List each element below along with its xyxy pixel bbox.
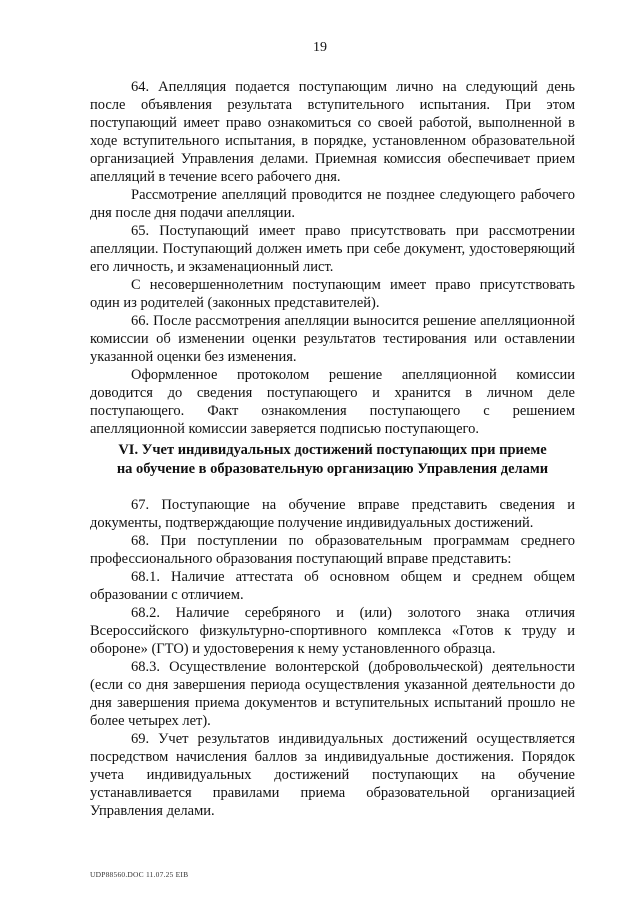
paragraph-68-3: 68.3. Осуществление волонтерской (добровольческой) деятельности (если со дня завершения периода осуществления указанной деятельности до дня завершения приема документов и вступительных испытаний прошло не более четырех лет).: [90, 659, 575, 729]
paragraph-68: 68. При поступлении по образовательным программам среднего профессионального образования поступающий вправе представить:: [90, 533, 575, 567]
paragraph-decision-protocol: Оформленное протоколом решение апелляционной комиссии доводится до сведения поступающего и хранится в личном деле поступающего. Факт ознакомления поступающего с решением апелляционной комиссии заверяется подписью поступающего.: [90, 367, 575, 437]
paragraph-minor-applicant: С несовершеннолетним поступающим имеет право присутствовать один из родителей (законных представителей).: [90, 277, 575, 311]
paragraph-66: 66. После рассмотрения апелляции выносится решение апелляционной комиссии об изменении оценки результатов тестирования или оставлении указанной оценки без изменения.: [90, 313, 575, 365]
paragraph-68-1: 68.1. Наличие аттестата об основном общем и среднем общем образовании с отличием.: [90, 569, 575, 603]
section-heading: [90, 441, 575, 479]
paragraph-65: 65. Поступающий имеет право присутствовать при рассмотрении апелляции. Поступающий должен иметь при себе документ, удостоверяющий его личность, и экзаменационный лист.: [90, 223, 575, 275]
paragraph-68-2: 68.2. Наличие серебряного и (или) золотого знака отличия Всероссийского физкультурно-спортивного комплекса «Готов к труду и обороне» (ГТО) и удостоверения к нему установленного образца.: [90, 605, 575, 657]
section-heading-line-1: VI. Учет индивидуальных достижений поступающих при приеме: [118, 442, 547, 458]
section-heading-line-2: на обучение в образовательную организацию Управления делами: [116, 461, 549, 477]
document-footer-code: UDP88560.DOC 11.07.25 EIB: [90, 870, 189, 879]
page-number: 19: [313, 40, 327, 55]
paragraph-64: 64. Апелляция подается поступающим лично на следующий день после объявления результата вступительного испытания. При этом поступающий имеет право ознакомиться со своей работой, выполненной в ходе вступительного испытания, в порядке, установленном образовательной организацией Управления делами. Приемная комиссия обеспечивает прием апелляций в течение всего рабочего дня.: [90, 79, 575, 185]
paragraph-69: 69. Учет результатов индивидуальных достижений осуществляется посредством начисления баллов за индивидуальные достижения. Порядок учета индивидуальных достижений поступающих на обучение устанавливается правилами приема образовательной организацией Управления делами.: [90, 731, 575, 819]
paragraph-67: 67. Поступающие на обучение вправе представить сведения и документы, подтверждающие получение индивидуальных достижений.: [90, 497, 575, 531]
appeal-section-text: [90, 78, 575, 438]
achievements-section-text: [90, 496, 575, 820]
paragraph-appeal-review: Рассмотрение апелляций проводится не позднее следующего рабочего дня после дня подачи апелляции.: [90, 187, 575, 221]
